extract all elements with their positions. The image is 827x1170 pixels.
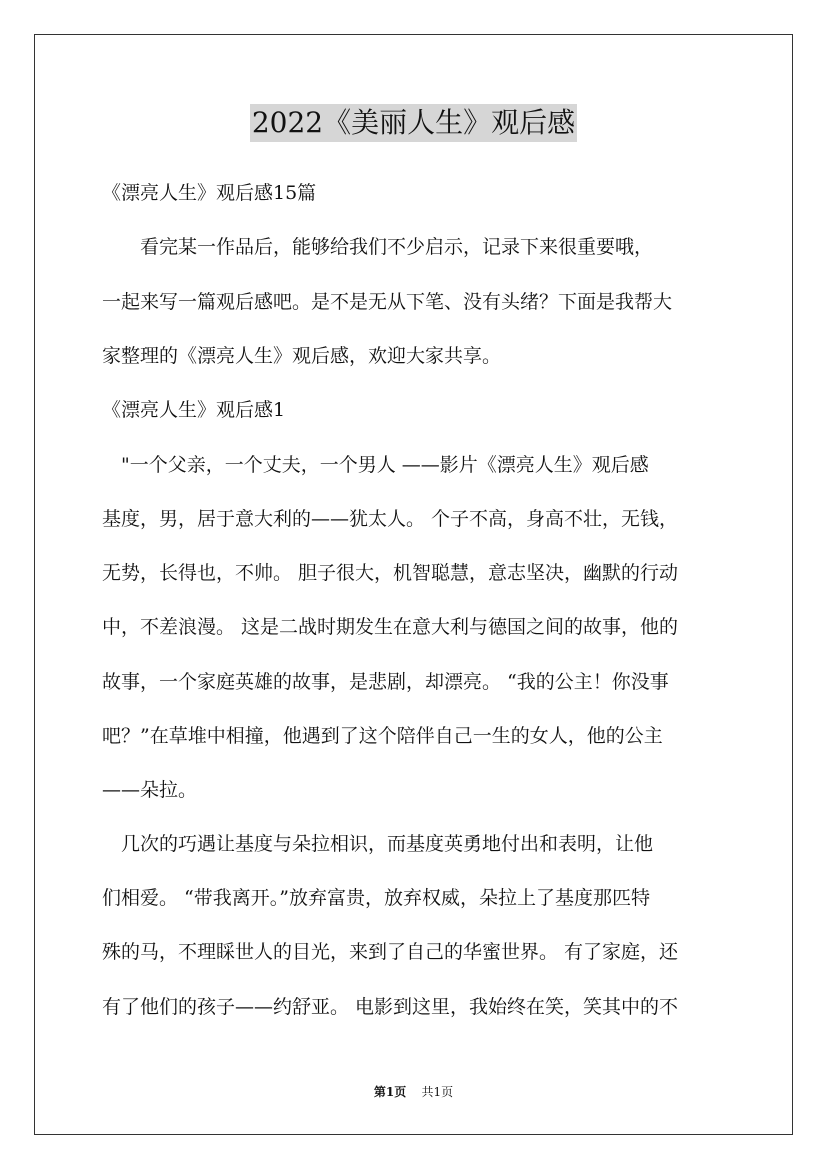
- page-total: 共1页: [421, 1085, 454, 1099]
- section-heading: 《漂亮人生》观后感1: [102, 399, 286, 421]
- page-number: 第1页: [373, 1085, 407, 1099]
- body-line: 无势，长得也，不帅。 胆子很大，机智聪慧，意志坚决，幽默的行动: [102, 562, 679, 584]
- body-line: 几次的巧遇让基度与朵拉相识，而基度英勇地付出和表明，让他: [102, 833, 654, 855]
- body-line: 故事，一个家庭英雄的故事，是悲剧，却漂亮。 “我的公主！你没事: [102, 671, 669, 693]
- body-line: 家整理的《漂亮人生》观后感，欢迎大家共享。: [102, 345, 502, 367]
- document-title: 2022《美丽人生》观后感: [250, 104, 577, 142]
- body-line: 中，不差浪漫。 这是二战时期发生在意大利与德国之间的故事，他的: [102, 616, 679, 638]
- title-container: [0, 104, 827, 142]
- body-line: ——朵拉。: [102, 779, 198, 801]
- body-line: 看完某一作品后，能够给我们不少启示，记录下来很重要哦，: [102, 236, 654, 258]
- body-line: 一起来写一篇观后感吧。是不是无从下笔、没有头绪？下面是我帮大: [102, 291, 673, 313]
- body-line: 有了他们的孩子——约舒亚。 电影到这里，我始终在笑，笑其中的不: [102, 996, 679, 1018]
- page-footer: [0, 1084, 827, 1100]
- body-line: 们相爱。 “带我离开。”放弃富贵，放弃权威，朵拉上了基度那匹特: [102, 887, 650, 909]
- subtitle-line: 《漂亮人生》观后感15篇: [102, 182, 317, 204]
- body-line: 吧？”在草堆中相撞，他遇到了这个陪伴自己一生的女人，他的公主: [102, 725, 663, 747]
- body-line: "一个父亲，一个丈夫，一个男人 ——影片《漂亮人生》观后感: [102, 454, 649, 476]
- body-line: 基度，男，居于意大利的——犹太人。 个子不高，身高不壮，无钱，: [102, 508, 679, 530]
- body-line: 殊的马，不理睬世人的目光，来到了自己的华蜜世界。 有了家庭，还: [102, 941, 679, 963]
